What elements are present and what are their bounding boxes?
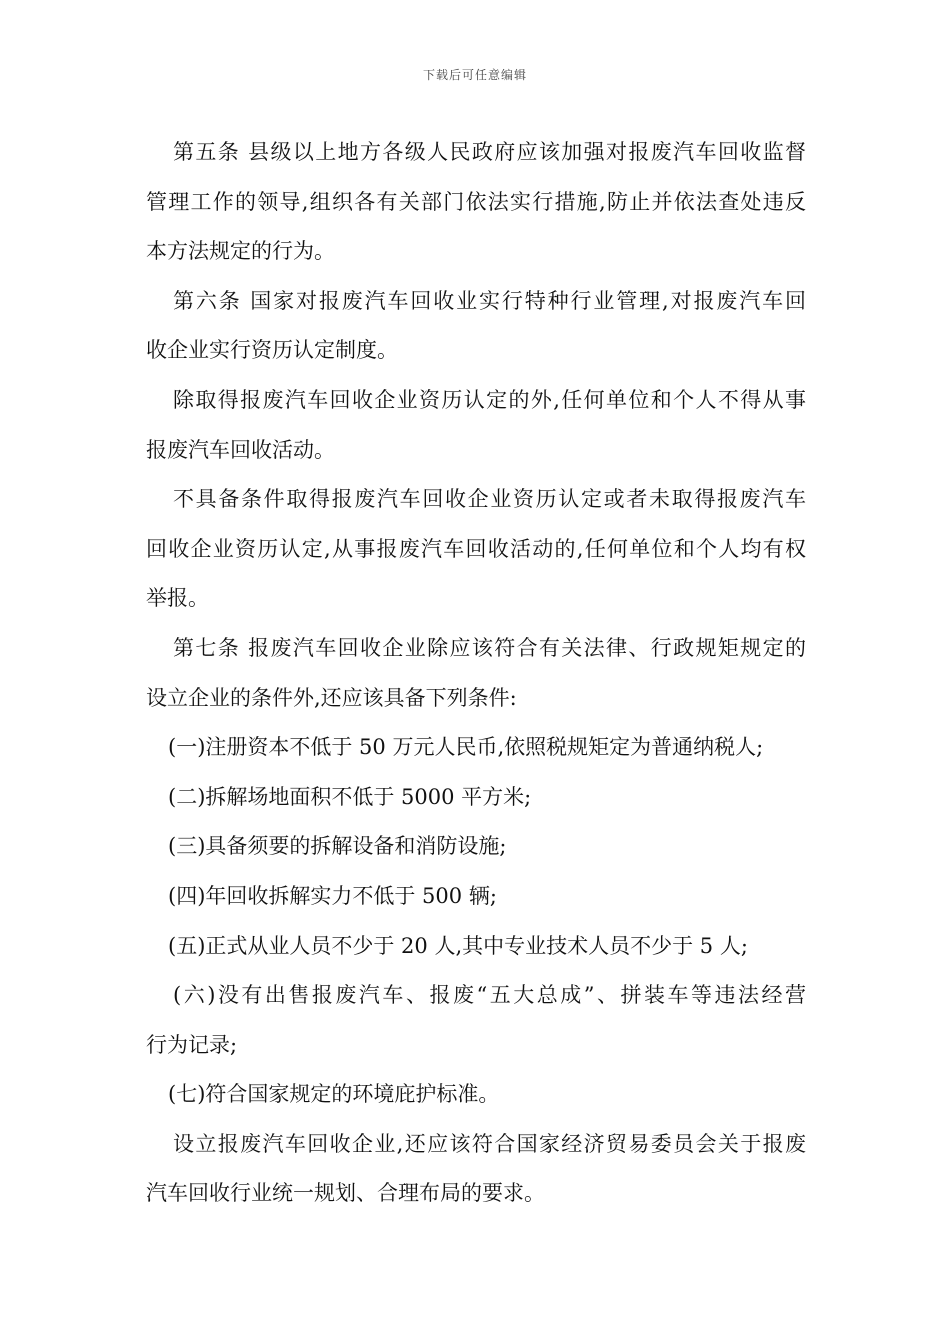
text-line: 设立报废汽车回收企业,还应该符合国家经济贸易委员会关于报废: [173, 1131, 806, 1156]
page-header: 下载后可任意编辑: [422, 68, 527, 82]
text-line: 行为记录;: [146, 1032, 238, 1057]
text-line: (二)拆解场地面积不低于 5000 平方米;: [168, 784, 532, 809]
text-line: (六)没有出售报废汽车、报废“五大总成”、拼装车等违法经营: [173, 983, 806, 1008]
text-line: (一)注册资本不低于 50 万元人民币,依照税规矩定为普通纳税人;: [168, 735, 764, 760]
text-line: 管理工作的领导,组织各有关部门依法实行措施,防止并依法查处违反: [146, 189, 806, 214]
text-line: 举报。: [146, 586, 209, 611]
text-line: 报废汽车回收活动。: [146, 437, 335, 462]
text-line: 第七条 报废汽车回收企业除应该符合有关法律、行政规矩规定的: [173, 635, 806, 660]
text-line: 回收企业资历认定,从事报废汽车回收活动的,任何单位和个人均有权: [146, 536, 806, 561]
text-line: 第五条 县级以上地方各级人民政府应该加强对报废汽车回收监督: [173, 140, 806, 164]
text-line: 第六条 国家对报废汽车回收业实行特种行业管理,对报废汽车回: [173, 288, 806, 313]
text-line: (五)正式从业人员不少于 20 人,其中专业技术人员不少于 5 人;: [168, 933, 748, 958]
document-body: [146, 128, 806, 1219]
text-line: 不具备条件取得报废汽车回收企业资历认定或者未取得报废汽车: [173, 487, 806, 512]
text-line: 本方法规定的行为。: [146, 239, 335, 264]
text-line: 收企业实行资历认定制度。: [146, 338, 398, 363]
text-line: 汽车回收行业统一规划、合理布局的要求。: [146, 1181, 545, 1206]
text-line: (七)符合国家规定的环境庇护标准。: [168, 1082, 500, 1107]
text-line: 除取得报废汽车回收企业资历认定的外,任何单位和个人不得从事: [173, 387, 806, 412]
text-line: (四)年回收拆解实力不低于 500 辆;: [168, 883, 497, 908]
text-line: 设立企业的条件外,还应该具备下列条件:: [146, 685, 517, 710]
text-line: (三)具备须要的拆解设备和消防设施;: [168, 834, 507, 859]
